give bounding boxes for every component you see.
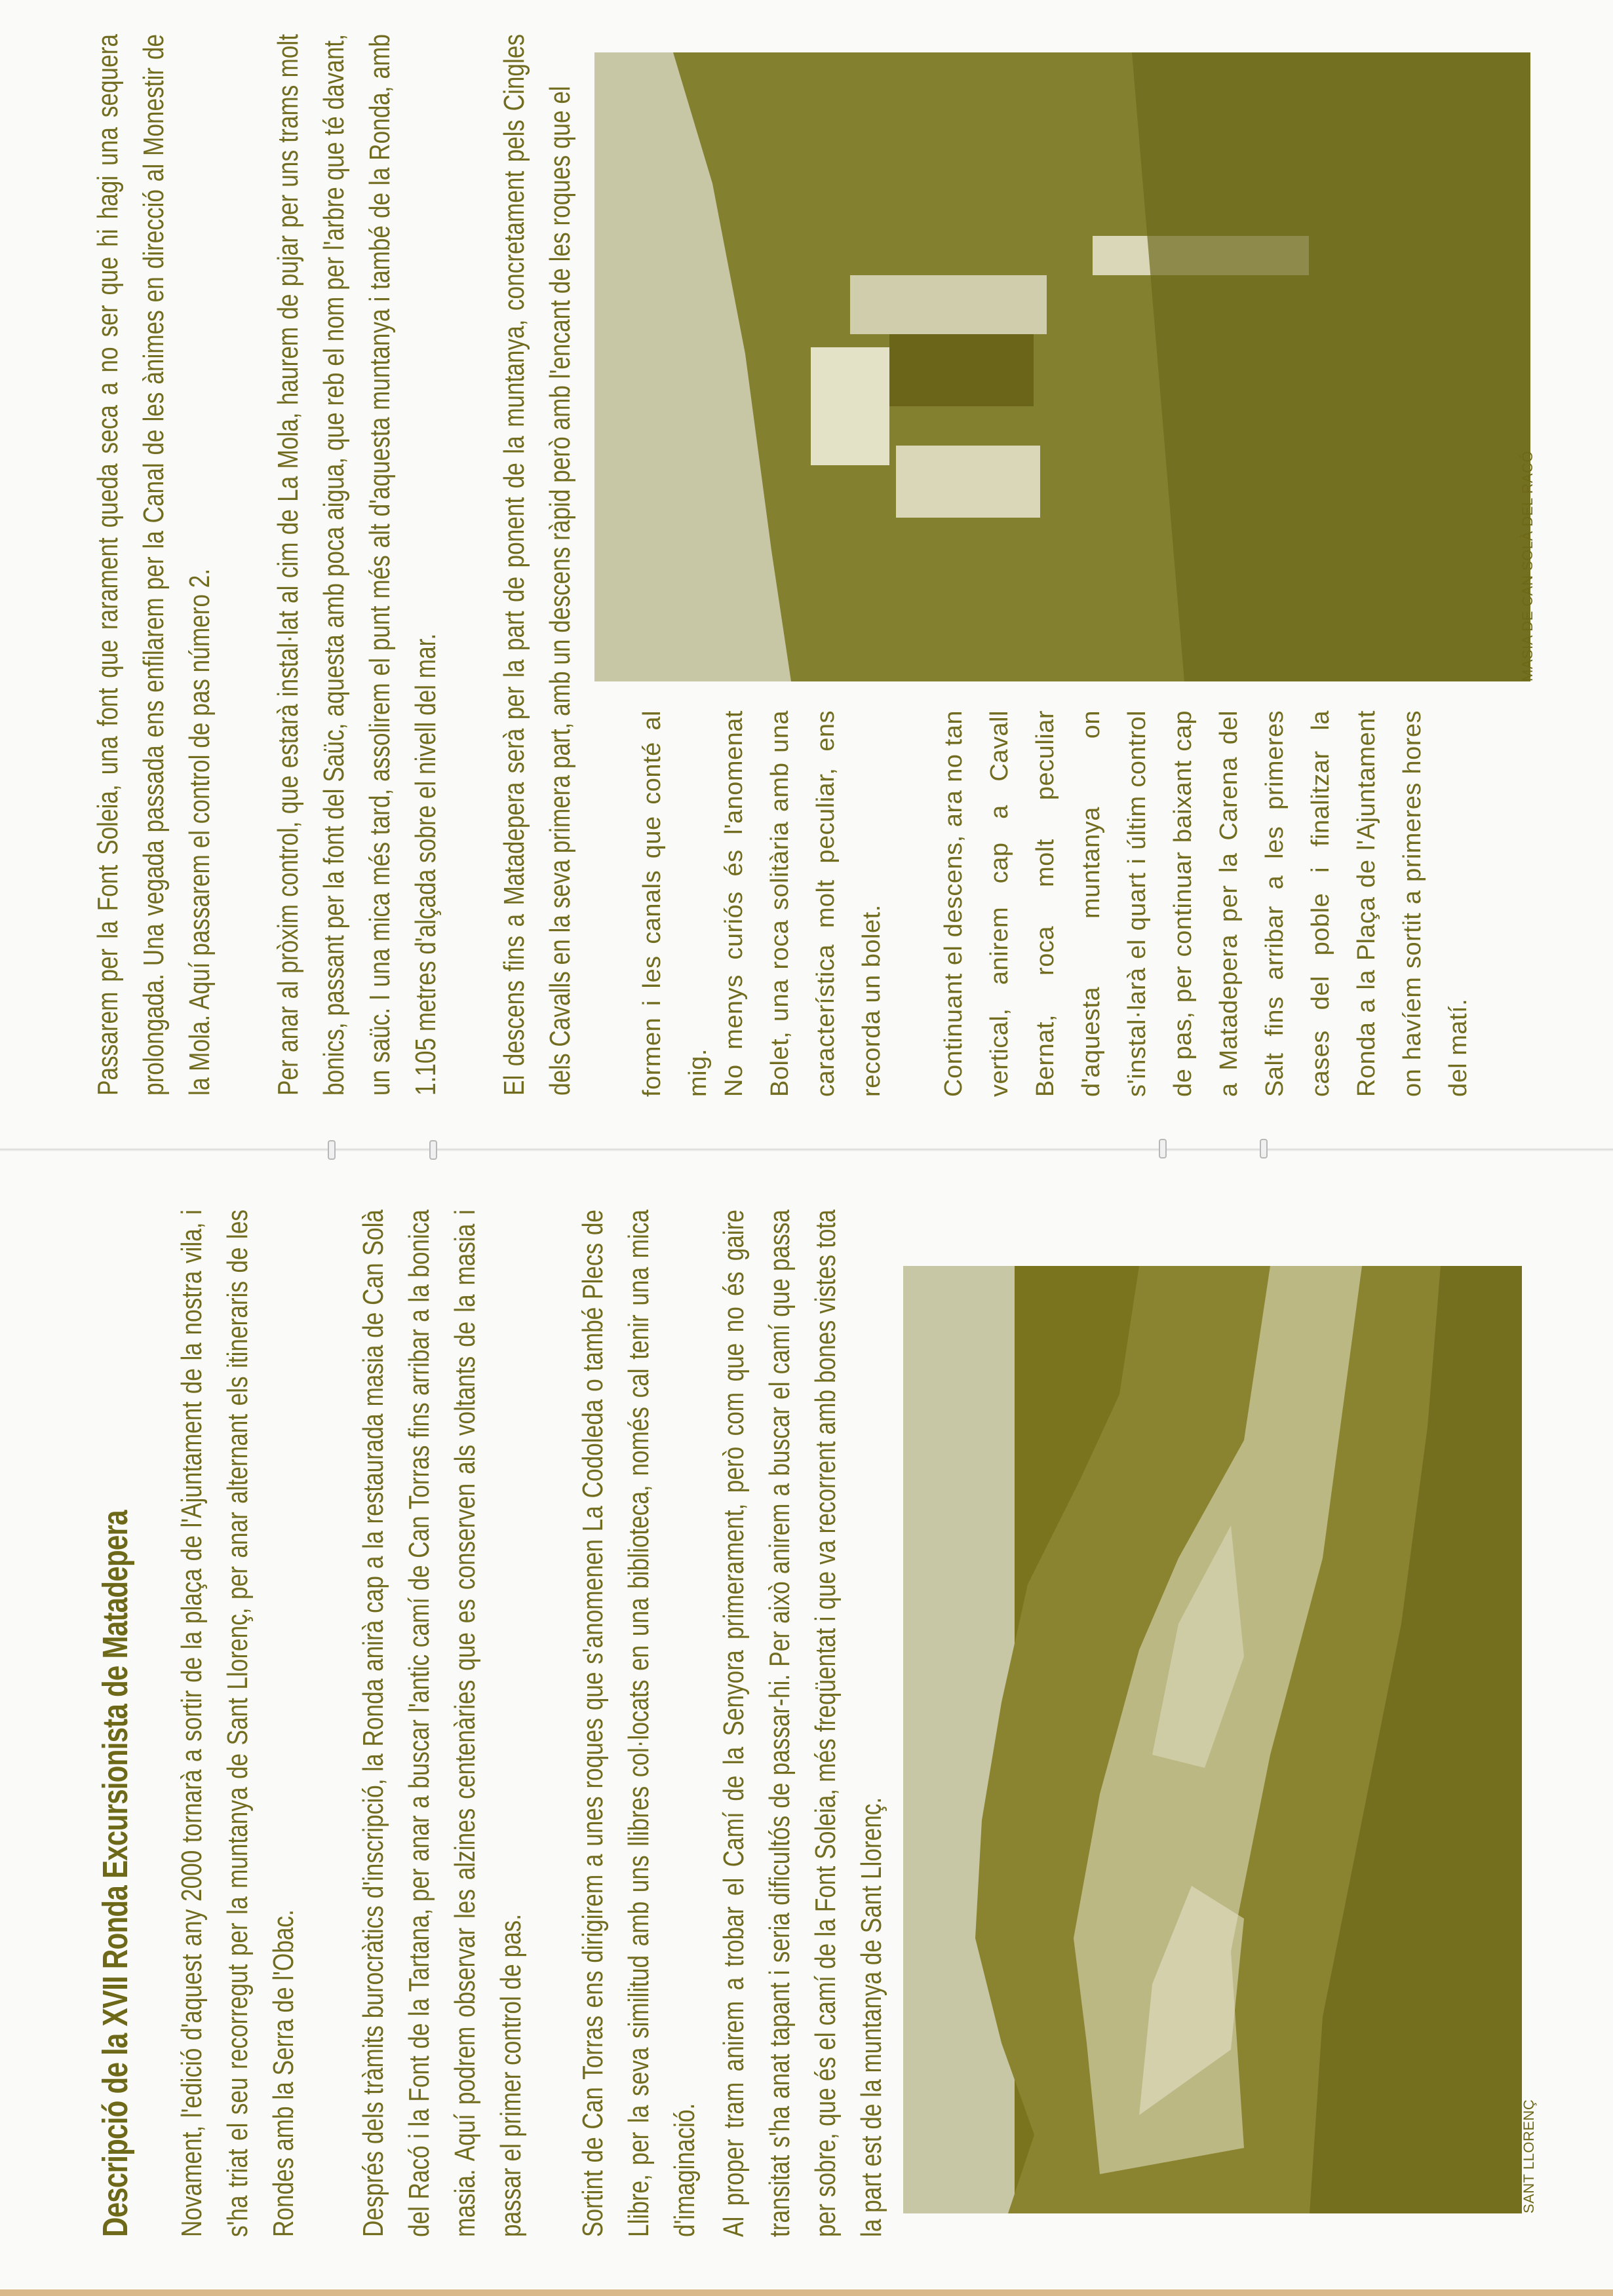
paragraph-cami-senyora: Al proper tram anirem a trobar el Camí de la Senyora primerament, però com que no és gaire transitat s'ha anat tapant i seria dificultós de passar-hi. Per això anirem a buscar el camí que passa per sobre, que és el camí de la Font Soleia, més freqüentat i que va recorrent amb bones vistes tota la part est de la muntanya de Sant Llorenç. [718, 1210, 887, 2237]
photo-caption: SANT LLORENÇ [1521, 2099, 1537, 2213]
paragraph-descens-end: formen i les canals que conté al mig. [638, 710, 712, 1097]
photo-can-sola-del-raco [594, 52, 1530, 681]
page-title: Descripció de la XVII Ronda Excursionista de Matadepera [96, 1510, 135, 2237]
paragraph-descens: El descens fins a Matadepera serà per la part de ponent de la muntanya, concretament pels Cingles dels Cavalls en la seva primera part, amb un descens ràpid però amb l'encant de les roques que el [498, 34, 576, 1096]
paragraph-codoleda: Sortint de Can Torras ens dirigirem a unes roques que s'anomenen La Codoleda o també Plecs de Llibre, per la seva similitud amb uns llibres col·locats en una biblioteca, només cal tenir una mica d'imaginació. [577, 1210, 701, 2237]
paragraph-la-mola: Per anar al pròxim control, que estarà instal·lat al cim de La Mola, haurem de pujar per uns trams molt bonics, passant per la font del Saüc, aquesta amb poca aigua, que reb el nom per l'arbre que té davant, un saüc. I una mica més tard, assolirem el punt més alt d'aquesta muntanya i també de la Ronda, amb 1.105 metres d'alçada sobre el nivell del mar. [272, 34, 442, 1096]
photo-sant-llorenc [903, 1266, 1522, 2213]
left-page [0, 1153, 1613, 2296]
photo-caption: MASIA DE CAN SOLÀ DEL RACÓ [1519, 450, 1536, 681]
paragraph-can-sola: Després dels tràmits burocràtics d'inscripció, la Ronda anirà cap a la restaurada masia de Can Solà del Racó i la Font de la Tartana, per anar a buscar l'antic camí de Can Torras fins arribar a la bonica masia. Aquí podrem observar les alzines centenàries que es conserven als voltants de la masia i passar el primer control de pas. [357, 1210, 527, 2237]
farmhouse-illustration [594, 52, 1530, 681]
page-fold [0, 1148, 1613, 1152]
paragraph-intro: Novament, l'edició d'aquest any 2000 tornarà a sortir de la plaça de l'Ajuntament de la nostra vila, i s'ha triat el seu recorregut per la muntanya de Sant Llorenç, per anar alternant els itineraris de les Rondes amb la Serra de l'Obac. [176, 1210, 300, 2237]
mountain-cliff-illustration [903, 1266, 1522, 2213]
paragraph-font-soleia: Passarem per la Font Soleia, una font que rarament queda seca a no ser que hi hagi una sequera prolongada. Una vegada passada ens enfilarem per la Canal de les ànimes en direcció al Monestir de la Mola. Aquí passarem el control de pas número 2. [92, 34, 216, 1096]
paragraph-bolet: No menys curiós és l'anomenat Bolet, una roca solitària amb una característica molt peculiar, ens recorda un bolet. [720, 710, 885, 1097]
paragraph-cavall-bernat: Continuant el descens, ara no tan vertical, anirem cap a Cavall Bernat, roca molt peculiar d'aquesta muntanya on s'instal·larà el quart i últim control de pas, per continuar baixant cap a Matadepera per la Carena del Salt fins arribar a les primeres cases del poble i finalitzar la Ronda a la Plaça de l'Ajuntament on havíem sortit a primeres hores del matí. [940, 710, 1472, 1097]
